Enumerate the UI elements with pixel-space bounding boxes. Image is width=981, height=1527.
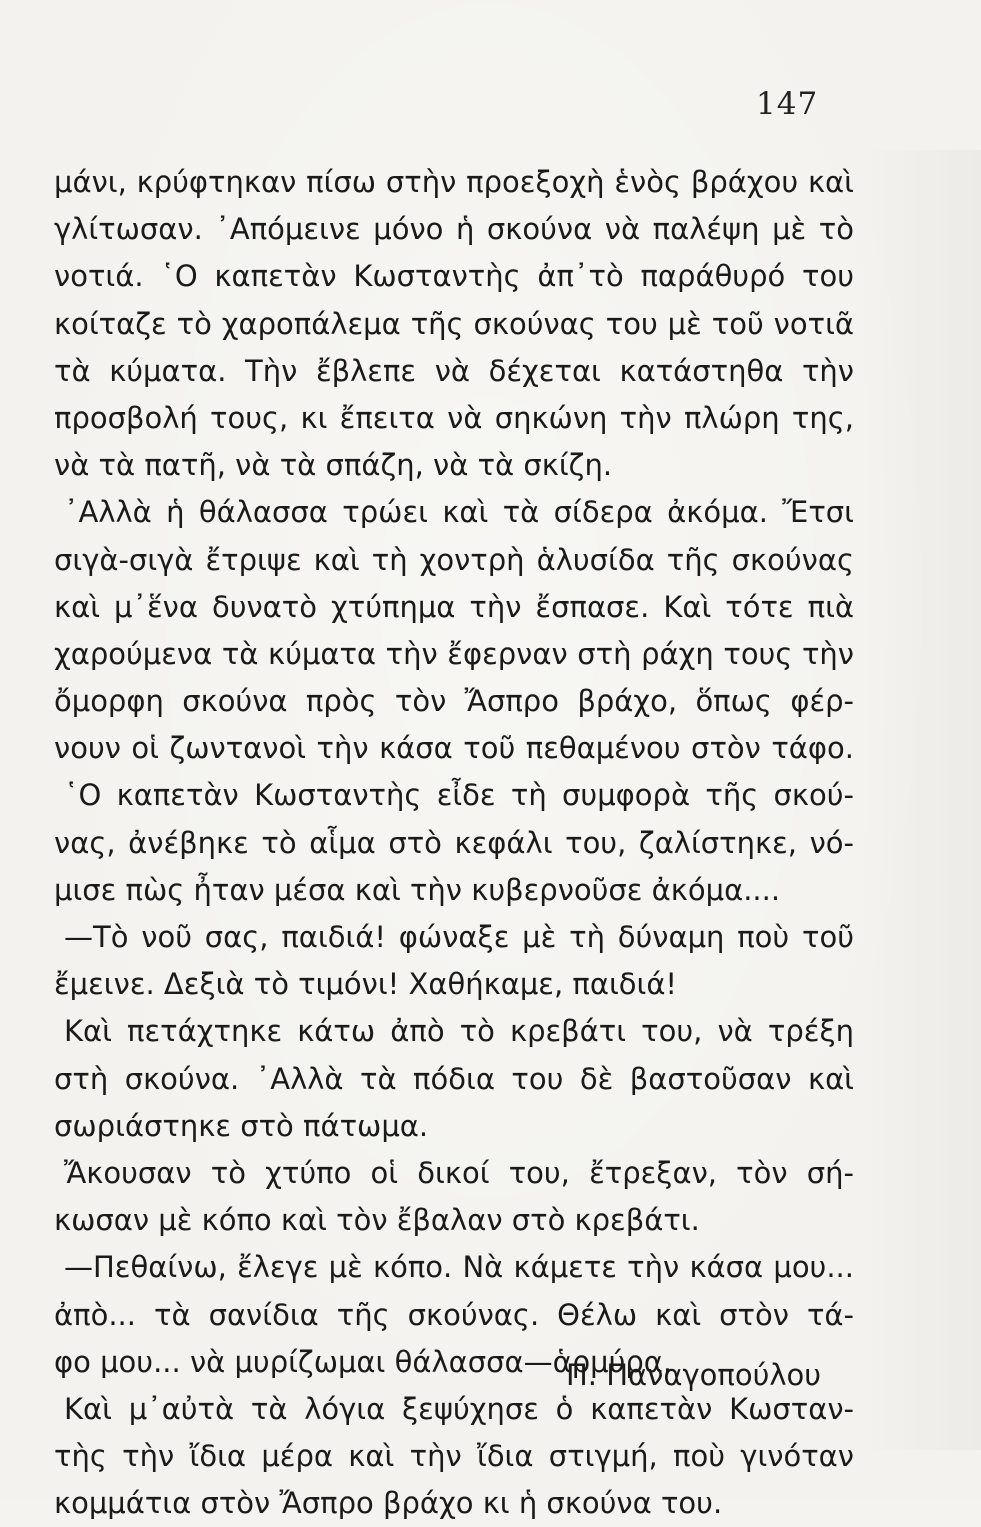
text-line: νὰ τὰ πατῆ, νὰ τὰ σπάζη, νὰ τὰ σκίζη. bbox=[54, 448, 613, 483]
page-bleed-shadow bbox=[860, 150, 981, 1450]
text-line: κωσαν μὲ κόπο καὶ τὸν ἔβαλαν στὸ κρεβάτι. bbox=[54, 1203, 700, 1238]
text-line: ἀπὸ... τὰ σανίδια τῆς σκούνας. Θέλω καὶ στὸν τά- bbox=[54, 1297, 854, 1332]
text-line: κομμάτια στὸν Ἄσπρο βράχο κι ἡ σκούνα του. bbox=[54, 1486, 723, 1521]
text-line: μισε πὼς ἦταν μέσα καὶ τὴν κυβερνοῦσε ἀκόμα.... bbox=[54, 872, 781, 907]
text-line: νουν οἱ ζωντανοὶ τὴν κάσα τοῦ πεθαμένου στὸν τάφο. bbox=[54, 731, 854, 766]
text-line: στὴ σκούνα. ᾿Αλλὰ τὰ πόδια του δὲ βαστοῦσαν καὶ bbox=[54, 1061, 854, 1096]
text-line: καὶ μ᾿ἕνα δυνατὸ χτύπημα τὴν ἔσπασε. Καὶ τότε πιὰ bbox=[54, 589, 854, 624]
text-line: νοτιά. ῾Ο καπετὰν Κωσταντὴς ἀπ᾿τὸ παράθυρό του bbox=[54, 259, 854, 294]
text-line: χαρούμενα τὰ κύματα τὴν ἔφερναν στὴ ράχη τους τὴν bbox=[54, 636, 854, 671]
text-line: γλίτωσαν. ᾿Απόμεινε μόνο ἡ σκούνα νὰ παλέψη μὲ τὸ bbox=[54, 212, 854, 247]
text-line: τὰ κύματα. Τὴν ἔβλεπε νὰ δέχεται κατάστηθα τὴν bbox=[54, 353, 854, 388]
text-line: νας, ἀνέβηκε τὸ αἷμα στὸ κεφάλι του, ζαλίστηκε, νό- bbox=[54, 825, 854, 860]
text-line: —Τὸ νοῦ σας, παιδιά! φώναξε μὲ τὴ δύναμη ποὺ τοῦ bbox=[64, 920, 854, 954]
author-signature: Π. Παναγοπούλου bbox=[566, 1358, 822, 1392]
text-line: ὄμορφη σκούνα πρὸς τὸν Ἄσπρο βράχο, ὅπως φέρ- bbox=[54, 684, 854, 719]
text-line: κοίταζε τὸ χαροπάλεμα τῆς σκούνας του μὲ τοῦ νοτιᾶ bbox=[54, 306, 854, 341]
text-line: ἔμεινε. Δεξιὰ τὸ τιμόνι! Χαθήκαμε, παιδιά! bbox=[54, 967, 678, 1002]
text-line: Καὶ μ᾿αὐτὰ τὰ λόγια ξεψύχησε ὁ καπετὰν Κωσταν- bbox=[64, 1391, 854, 1426]
story-text bbox=[54, 159, 854, 1527]
text-line: Ἄκουσαν τὸ χτύπο οἱ δικοί του, ἔτρεξαν, τὸν σή- bbox=[64, 1155, 854, 1190]
text-line: προσβολή τους, κι ἔπειτα νὰ σηκώνη τὴν πλώρη της, bbox=[54, 400, 854, 435]
text-line: —Πεθαίνω, ἔλεγε μὲ κόπο. Νὰ κάμετε τὴν κάσα μου... bbox=[64, 1250, 854, 1285]
text-line: τὴς τὴν ἴδια μέρα καὶ τὴν ἴδια στιγμή, ποὺ γινόταν bbox=[54, 1439, 854, 1474]
page-number: 147 bbox=[756, 86, 819, 122]
text-line: φο μου... νὰ μυρίζωμαι θάλασσα—ἁρμύρα. bbox=[54, 1344, 673, 1379]
text-line: Καὶ πετάχτηκε κάτω ἀπὸ τὸ κρεβάτι του, νὰ τρέξη bbox=[64, 1014, 854, 1049]
text-line: σωριάστηκε στὸ πάτωμα. bbox=[54, 1108, 429, 1143]
text-line: ῾Ο καπετὰν Κωσταντὴς εἶδε τὴ συμφορὰ τῆς σκού- bbox=[64, 778, 854, 813]
text-line: σιγὰ-σιγὰ ἔτριψε καὶ τὴ χοντρὴ ἁλυσίδα τῆς σκούνας bbox=[54, 542, 854, 577]
text-line: μάνι, κρύφτηκαν πίσω στὴν προεξοχὴ ἑνὸς βράχου καὶ bbox=[54, 165, 854, 199]
text-line: ᾿Αλλὰ ἡ θάλασσα τρώει καὶ τὰ σίδερα ἀκόμα. Ἔτσι bbox=[64, 495, 854, 530]
